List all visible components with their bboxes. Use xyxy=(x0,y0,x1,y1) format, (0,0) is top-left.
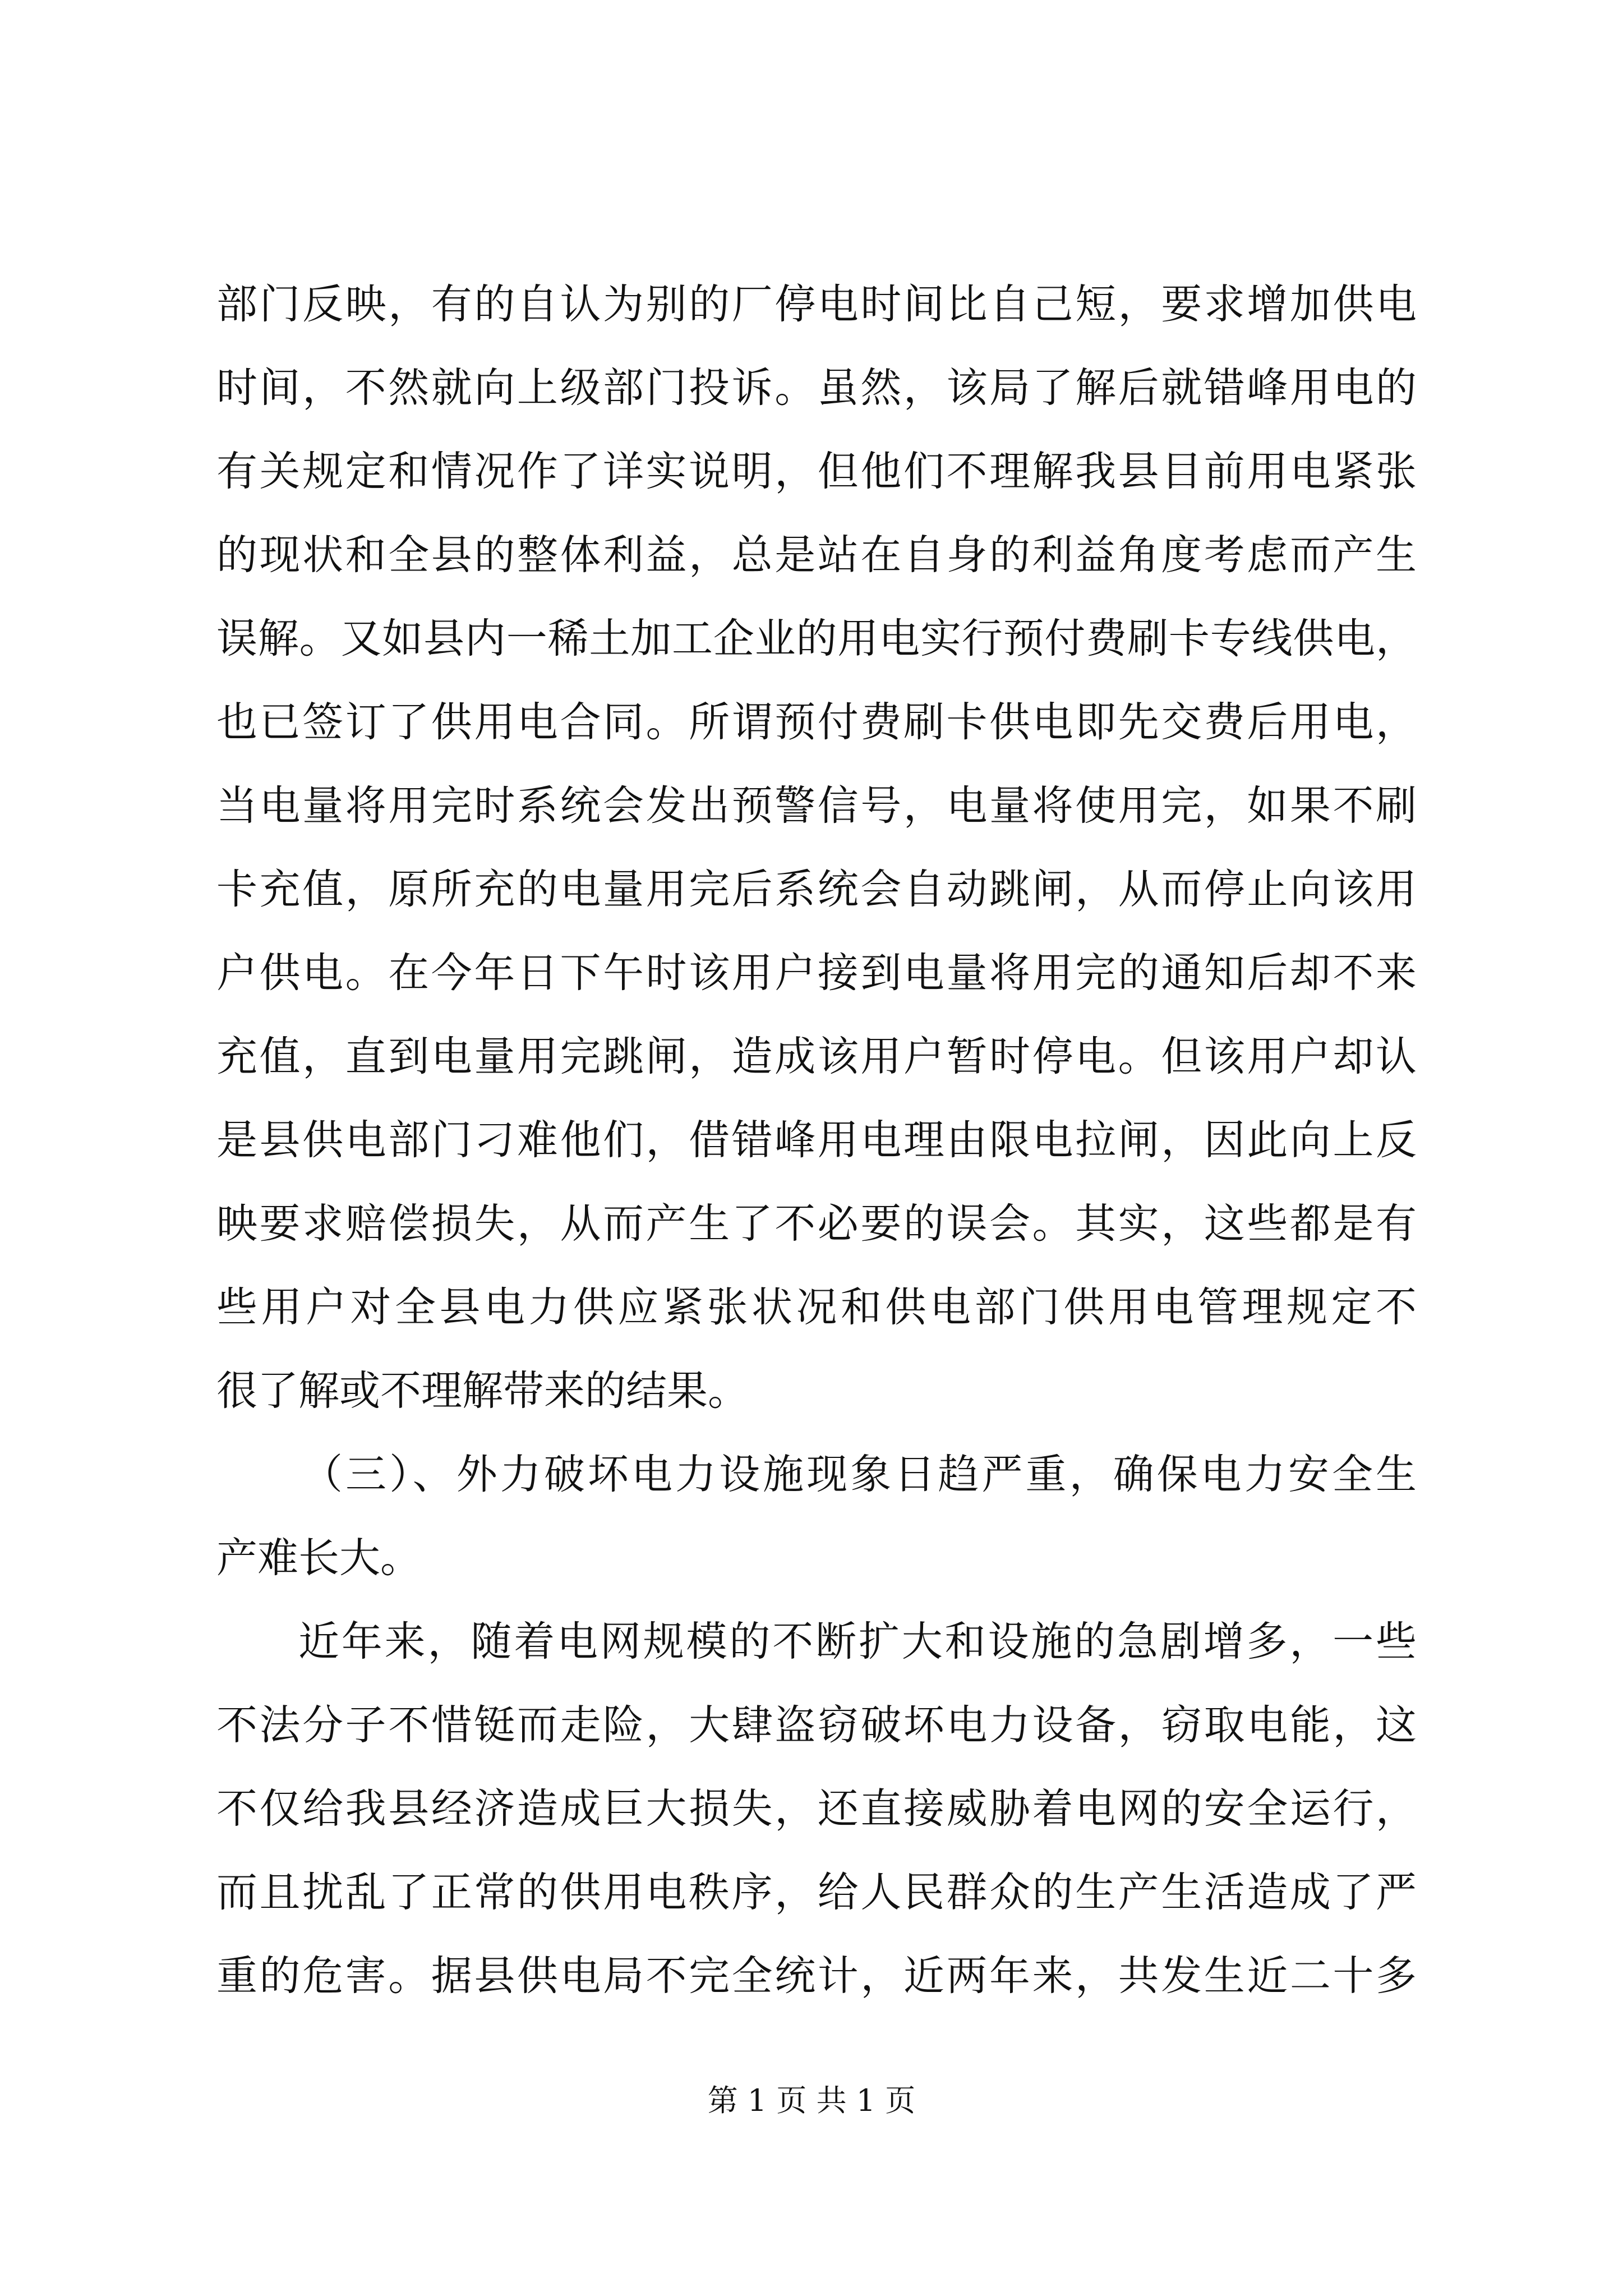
text-line: 映要求赔偿损失，从而产生了不必要的误会。其实，这些都是有 xyxy=(216,1200,1417,1248)
text-line: 很了解或不理解带来的结果。 xyxy=(216,1367,749,1415)
text-line: 是县供电部门刁难他们，借错峰用电理由限电拉闸，因此向上反 xyxy=(216,1116,1417,1164)
text-line: 些用户对全县电力供应紧张状况和供电部门供用电管理规定不 xyxy=(216,1283,1417,1331)
document-body xyxy=(216,263,1417,2018)
text-line: 当电量将用完时系统会发出预警信号，电量将使用完，如果不刷 xyxy=(216,782,1417,830)
text-line: 户供电。在今年日下午时该用户接到电量将用完的通知后却不来 xyxy=(216,949,1417,997)
text-line: 的现状和全县的整体利益，总是站在自身的利益角度考虑而产生 xyxy=(216,531,1417,579)
section-heading xyxy=(216,1433,1417,1600)
text-line: 重的危害。据县供电局不完全统计，近两年来，共发生近二十多 xyxy=(216,1952,1417,2000)
text-line: 误解。又如县内一稀土加工企业的用电实行预付费刷卡专线供电， xyxy=(216,615,1417,662)
text-line: 部门反映，有的自认为别的厂停电时间比自己短，要求增加供电 xyxy=(216,280,1417,328)
text-line: 近年来，随着电网规模的不断扩大和设施的急剧增多，一些 xyxy=(298,1618,1417,1665)
heading-line: 产难长大。 xyxy=(216,1534,421,1582)
text-line: 不法分子不惜铤而走险，大肆盗窃破坏电力设备，窃取电能，这 xyxy=(216,1701,1417,1749)
text-line: 不仅给我县经济造成巨大损失，还直接威胁着电网的安全运行， xyxy=(216,1785,1417,1833)
page-footer xyxy=(0,2078,1623,2123)
paragraph-2 xyxy=(216,1600,1417,2018)
paragraph-1 xyxy=(216,263,1417,1433)
text-line: 时间，不然就向上级部门投诉。虽然，该局了解后就错峰用电的 xyxy=(216,364,1417,412)
text-line: 也已签订了供用电合同。所谓预付费刷卡供电即先交费后用电， xyxy=(216,698,1417,746)
heading-line: （三）、外力破坏电力设施现象日趋严重，确保电力安全生 xyxy=(302,1451,1417,1498)
text-line: 有关规定和情况作了详实说明，但他们不理解我县目前用电紧张 xyxy=(216,448,1417,495)
text-line: 充值，直到电量用完跳闸，造成该用户暂时停电。但该用户却认 xyxy=(216,1033,1417,1080)
text-line: 卡充值，原所充的电量用完后系统会自动跳闸，从而停止向该用 xyxy=(216,866,1417,913)
text-line: 而且扰乱了正常的供用电秩序，给人民群众的生产生活造成了严 xyxy=(216,1869,1417,1916)
page-number: 第 1 页 共 1 页 xyxy=(707,2083,916,2118)
